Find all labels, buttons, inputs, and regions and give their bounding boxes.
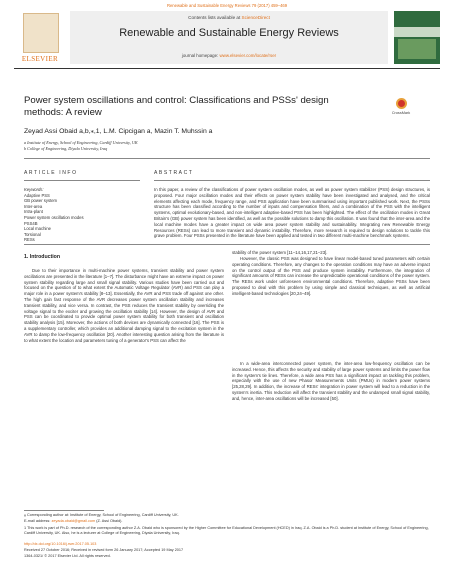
keyword[interactable]: Local machine bbox=[24, 226, 52, 232]
body-paragraph: In a wide-area interconnected power system, the inter-area low-frequency oscillation can be increased. Hence, this affects the security and stability of large power systems and limits the power flow in the system's tie lines. Therefore, a wide area PSS has a significant impact on tackling this problem, especially with the use of new Phasor Measurements Units (PMUs) in modern power systems [25,28,29]. In addition, the increase of RESs' integration in power system will lead to a reduction in the system's inertia. This reduction will affect the transient stability and the undamped small signal stability, and, hence, inter-area oscillations will be increased [50]. bbox=[232, 361, 430, 401]
divider bbox=[24, 180, 140, 181]
email-suffix: (Z. Assi Obaid). bbox=[95, 519, 123, 523]
abstract-text: In this paper, a review of the classifications of power system oscillation modes, as well as power system stabilizer (PSS) design structures, is proposed. Four major oscillation modes and their effects on power system stability have been investigated and analysed, and the critical elements affecting each mode, frequency range, and PSS application have been summarised using important published work. Next, the PSSs structure has been classified according to the number of inputs and compensation filters, and a combination of the PSS with the intelligent systems, optimal evolutionary-based, and non-intelligent adaptive-based PSS has been highlighted. The effect of the oscillation modes in Great Britain's (GB) power system has been identified, as well as the possible solutions to damp this oscillation. It was found that the inter-area and the local machine modes have a greater impact on wide area power system stability and sustainability. Integrating new Renewable Energy Resources (RESs) can lead to more transient and dynamic instability. Therefore, more research is required to design solutions to tackle this grave problem. Four PSSs presented in the literature have been applied and tested in two different multi-machine benchmark systems. bbox=[154, 187, 430, 239]
footnote-corresponding: ⁎ Corresponding author at: Institute of Energy, School of Engineering, Cardiff University, UK. bbox=[24, 513, 179, 517]
author-list[interactable]: Zeyad Assi Obaid a,b,⁎,1, L.M. Cipcigan a, Mazin T. Muhssin a bbox=[24, 128, 213, 135]
keyword[interactable]: Inter-area bbox=[24, 203, 43, 209]
body-paragraph: stability of the power system [11–14,16,17,21–23]. bbox=[232, 250, 328, 255]
footnote-email bbox=[24, 519, 430, 524]
sciencedirect-link[interactable]: ScienceDirect bbox=[241, 15, 270, 20]
elsevier-logo[interactable] bbox=[14, 11, 66, 64]
keywords-list bbox=[24, 187, 140, 243]
keyword[interactable]: Intra-plant bbox=[24, 209, 43, 215]
email-link[interactable]: zeyada.obaid@gmail.com bbox=[51, 519, 96, 523]
journal-cover-thumbnail[interactable] bbox=[394, 11, 440, 64]
footnote-funding: 1 This work is part of Ph.D. research of the corresponding author Z.A. Obaid who is sponsored by the Higher Committee for Educational Development (HCED) in Iraq. Z.A. Obaid is a Ph.D. student at Institute of Energy, School of Engineering, Cardiff University, UK. Also, he is a lecturer at College of Engineering, Diyala University, Iraq. bbox=[24, 526, 429, 535]
publisher-name: ELSEVIER bbox=[21, 55, 59, 63]
footnote-divider bbox=[24, 510, 104, 511]
homepage-prefix: journal homepage: bbox=[181, 53, 220, 58]
section-heading-introduction: 1. Introduction bbox=[24, 254, 61, 260]
email-prefix: E-mail address: bbox=[24, 519, 52, 523]
affiliation-b: b College of Engineering, Diyala University, Iraq bbox=[24, 146, 108, 151]
body-paragraph: However, the classic PSS was designed to have linear model-based tuned parameters with certain operating conditions. Therefore, any changes to the operation conditions may have an adverse impact on the control output of the PSS and produce system instability. Furthermore, the integration of significant amounts of RESs can increase the unpredictable operational conditions of the power system. The RESs work under unforeseen environmental conditions. Therefore, adaptive PSSs have been proposed to deal with this problem by using simple and classical techniques, as well as artificial intelligent-based technologies [20,24–49]. bbox=[232, 256, 430, 296]
received-dates: Received 27 October 2016; Received in revised form 26 January 2017; Accepted 19 May 2017 bbox=[24, 548, 184, 552]
abstract-heading: ABSTRACT bbox=[154, 170, 194, 176]
article-info-heading: ARTICLE INFO bbox=[24, 170, 78, 176]
divider bbox=[154, 180, 430, 181]
journal-title[interactable]: Renewable and Sustainable Energy Reviews bbox=[119, 27, 339, 39]
keyword[interactable]: Power system oscillation modes bbox=[24, 214, 84, 220]
article-title: Power system oscillations and control: Classifications and PSSs' design methods: A review bbox=[24, 95, 329, 118]
keyword[interactable]: GB power system bbox=[24, 198, 58, 204]
body-paragraph: Due to their importance in multi-machine power systems, transient stability and power system oscillations are presented in the literature [1–7]. The disturbance might have an extreme impact on power system stability regarding large and small signal stability. Various studies have been carried out and focused on the question of to what extent the Automatic Voltage Regulator (AVR) and PSS can play a major role in a power system's stability [8–13]. Essentially, the AVR and PSS trade off against one other. The high gain fast response of the AVR decreases power system oscillation stability and increases transient stability, and vice versa. In contrast, the PSS reduces the transient stability by overriding the voltage signal to the exciter and growing the oscillation stability [14]. However, the design of AVR and PSS can be coordinated to provide optimal power system stability for both transient and oscillation stability analysis [15]. Moreover, the actions of both devices are dynamically connected [16]. The PSS is a supplementary controller, which provides an additional damping signal to the excitation system in the AVR to damp the low-frequency oscillation [20]. Another interesting question arising from the literature is to what extent the location and parameters tuning of a generator's PSS can affect the bbox=[24, 268, 224, 343]
contents-line bbox=[70, 15, 388, 20]
divider bbox=[24, 158, 430, 159]
journal-reference[interactable]: Renewable and Sustainable Energy Reviews 79 (2017) 459–469 bbox=[166, 3, 288, 8]
journal-homepage-line bbox=[70, 53, 388, 58]
keyword[interactable]: Torsional bbox=[24, 231, 41, 237]
divider bbox=[24, 244, 430, 245]
keyword[interactable]: RESs bbox=[24, 237, 35, 243]
crossmark-label: CrossMark bbox=[391, 111, 411, 115]
crossmark-badge[interactable] bbox=[384, 98, 418, 120]
contents-prefix: Contents lists available at bbox=[188, 15, 242, 20]
issn-copyright: 1364-0321/ © 2017 Elsevier Ltd. All rights reserved. bbox=[24, 554, 111, 558]
keywords-title: Keywords: bbox=[24, 187, 44, 192]
journal-header-box bbox=[70, 11, 388, 64]
tree-icon bbox=[23, 13, 59, 53]
affiliation-a: a Institute of Energy, School of Engineering, Cardiff University, UK bbox=[24, 140, 138, 145]
journal-masthead bbox=[14, 11, 440, 69]
keyword[interactable]: PSS4B bbox=[24, 220, 38, 226]
keyword[interactable]: Adaptive PSS bbox=[24, 192, 50, 198]
homepage-link[interactable]: www.elsevier.com/locate/rser bbox=[219, 53, 277, 58]
doi-link[interactable]: http://dx.doi.org/10.1016/j.rser.2017.05.103 bbox=[24, 542, 97, 546]
